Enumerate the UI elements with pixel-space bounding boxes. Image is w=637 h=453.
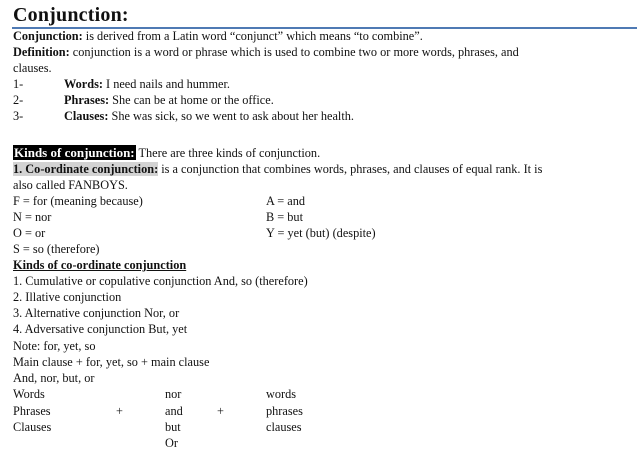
fanboys-left-item: F = for (meaning because) xyxy=(13,194,143,208)
intro-term-line xyxy=(13,29,423,44)
fanboys-right-item: Y = yet (but) (despite) xyxy=(266,226,376,240)
example-number: 3- xyxy=(13,109,24,123)
coordinate-label: 1. Co-ordinate conjunction: xyxy=(13,162,159,176)
kinds-coordinate-item: 4. Adversative conjunction But, yet xyxy=(13,322,188,336)
grid-plus: + xyxy=(116,404,123,418)
example-number: 1- xyxy=(13,77,24,91)
grid-unit: Phrases xyxy=(13,404,51,418)
grid-unit: phrases xyxy=(266,404,303,418)
kinds-coordinate-item: 1. Cumulative or copulative conjunction And, so (therefore) xyxy=(13,274,308,288)
definition-line-2: clauses. xyxy=(13,61,52,75)
term-label: Conjunction: xyxy=(13,29,83,43)
term-text: is derived from a Latin word “conjunct” which means “to combine”. xyxy=(82,29,423,43)
example-label: Clauses: xyxy=(64,109,109,123)
coordinate-line xyxy=(13,162,542,177)
kinds-text: There are three kinds of conjunction. xyxy=(135,146,321,160)
example-label: Phrases: xyxy=(64,93,110,107)
fanboys-left-item: S = so (therefore) xyxy=(13,242,100,256)
kinds-line xyxy=(13,145,320,161)
example-text: I need nails and hummer. xyxy=(102,77,230,91)
definition-text: conjunction is a word or phrase which is used to combine two or more words, phrases, and xyxy=(69,45,519,59)
note-line: Note: for, yet, so xyxy=(13,339,96,353)
kinds-label: Kinds of conjunction: xyxy=(14,145,135,160)
grid-conjunction: Or xyxy=(165,436,178,450)
note-line: And, nor, but, or xyxy=(13,371,95,385)
grid-unit: words xyxy=(266,387,297,401)
fanboys-right-item: B = but xyxy=(266,210,303,224)
grid-conjunction: but xyxy=(165,420,181,434)
page-title: Conjunction: xyxy=(13,4,129,26)
fanboys-left-item: O = or xyxy=(13,226,46,240)
kinds-coordinate-item: 3. Alternative conjunction Nor, or xyxy=(13,306,180,320)
coordinate-line-2: also called FANBOYS. xyxy=(13,178,128,192)
coordinate-text: is a conjunction that combines words, phrases, and clauses of equal rank. It is xyxy=(158,162,543,176)
kinds-coordinate-heading: Kinds of co-ordinate conjunction xyxy=(13,258,187,272)
grid-conjunction: and xyxy=(165,404,183,418)
note-line: Main clause + for, yet, so + main clause xyxy=(13,355,210,369)
grid-plus: + xyxy=(217,404,224,418)
example-text: She was sick, so we went to ask about her health. xyxy=(108,109,354,123)
grid-unit: Words xyxy=(13,387,45,401)
definition-line xyxy=(13,45,519,60)
fanboys-right-item: A = and xyxy=(266,194,306,208)
example-label: Words: xyxy=(64,77,103,91)
grid-unit: clauses xyxy=(266,420,302,434)
grid-unit: Clauses xyxy=(13,420,52,434)
example-text: She can be at home or the office. xyxy=(109,93,274,107)
grid-conjunction: nor xyxy=(165,387,182,401)
fanboys-left-item: N = nor xyxy=(13,210,52,224)
kinds-coordinate-item: 2. Illative conjunction xyxy=(13,290,122,304)
definition-label: Definition: xyxy=(13,45,70,59)
example-number: 2- xyxy=(13,93,24,107)
